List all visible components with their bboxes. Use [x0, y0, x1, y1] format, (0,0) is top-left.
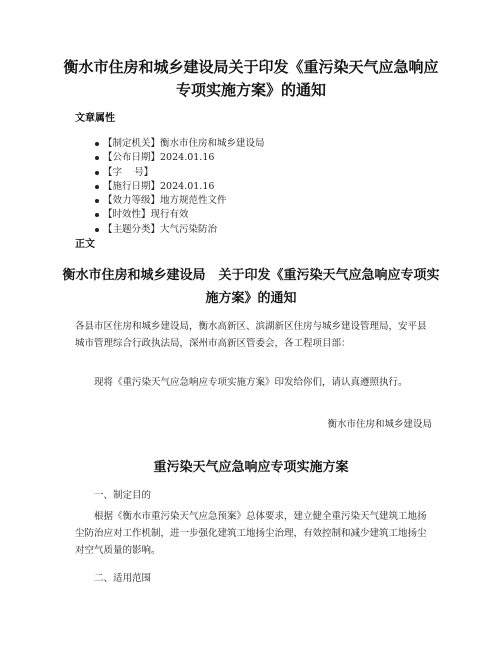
attribute-key: 【字 号】 — [103, 166, 154, 178]
attribute-value: 2024.01.16 — [160, 180, 215, 192]
attributes-heading: 文章属性 — [75, 113, 115, 124]
addressees-paragraph: 各县市区住房和城乡建设局，衡水高新区、滨湖新区住房与城乡建设管理局，安平县城市管理综合行政执法局，深州市高新区管委会，各工程项目部： — [75, 321, 427, 349]
bullet-icon — [95, 185, 99, 189]
attribute-key: 【制定机关】 — [103, 138, 161, 149]
section2-heading: 二、适用范围 — [94, 573, 152, 584]
attribute-key: 【效力等级】 — [103, 195, 161, 207]
attribute-key: 【主题分类】 — [103, 223, 161, 235]
attribute-item — [95, 137, 265, 151]
bullet-icon — [95, 228, 99, 232]
attribute-item — [95, 223, 265, 237]
attribute-value: 衡水市住房和城乡建设局 — [160, 138, 265, 149]
section1-heading: 一、制定目的 — [94, 490, 152, 501]
attributes-list — [95, 137, 265, 237]
section1-paragraph: 根据《衡水市重污染天气应急预案》总体要求，建立健全重污染天气建筑工地扬尘防治应对工作机制，进一步强化建筑工地扬尘治理，有效控制和减少建筑工地扬尘对空气质量的影响。 — [75, 511, 427, 556]
attribute-value: 地方规范性文件 — [160, 195, 227, 207]
document-title: 衡水市住房和城乡建设局关于印发《重污染天气应急响应专项实施方案》的通知 — [63, 58, 439, 99]
plan-title: 重污染天气应急响应专项实施方案 — [153, 460, 349, 475]
attribute-item — [95, 194, 265, 208]
body-heading: 正文 — [75, 239, 95, 250]
bullet-icon — [95, 199, 99, 203]
attribute-key: 【公布日期】 — [103, 152, 161, 164]
attribute-item — [95, 208, 265, 222]
attribute-item — [95, 166, 265, 180]
attribute-value: 现行有效 — [150, 209, 189, 221]
bullet-icon — [95, 171, 99, 175]
notice-body-paragraph: 现将《重污染天气应急响应专项实施方案》印发给你们，请认真遵照执行。 — [94, 377, 408, 388]
attribute-value: 大气污染防治 — [160, 223, 218, 235]
bullet-icon — [95, 142, 99, 146]
attribute-item — [95, 151, 265, 165]
bullet-icon — [95, 213, 99, 217]
signature: 衡水市住房和城乡建设局 — [327, 419, 432, 430]
bullet-icon — [95, 156, 99, 160]
attribute-item — [95, 180, 265, 194]
attribute-value: 2024.01.16 — [160, 152, 215, 164]
attribute-key: 【施行日期】 — [103, 180, 161, 192]
notice-title: 衡水市住房和城乡建设局 关于印发《重污染天气应急响应专项实施方案》的通知 — [62, 268, 440, 306]
attribute-key: 【时效性】 — [103, 209, 151, 221]
